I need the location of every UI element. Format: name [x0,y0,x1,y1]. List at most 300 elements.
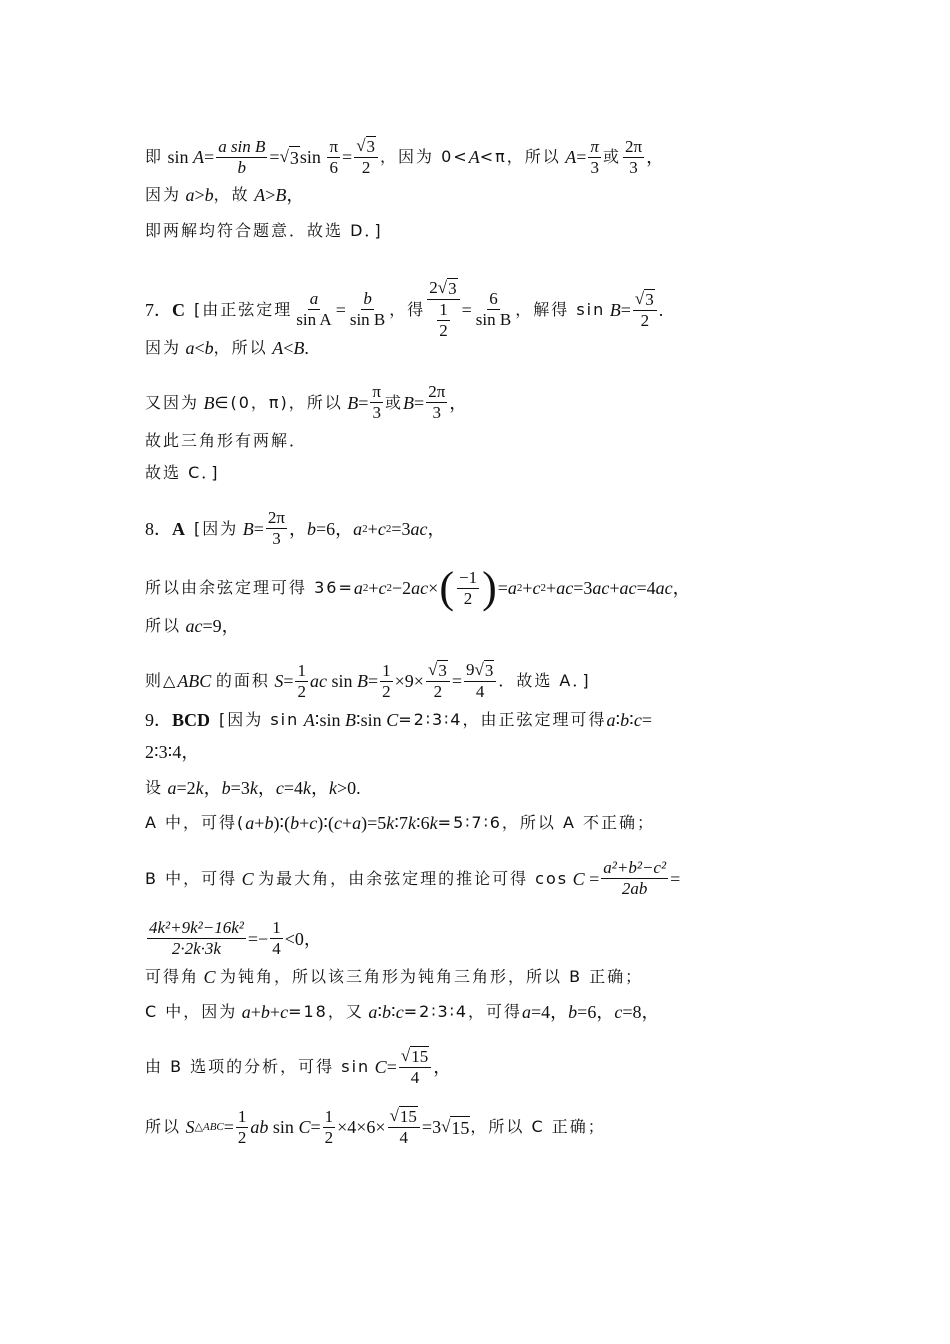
math-text: ， [433,1057,452,1077]
math-text: k [195,778,204,798]
math-text: 3 [372,403,381,422]
math-text: = [368,671,379,691]
math-text [354,136,378,158]
math-text: 2 [429,278,438,297]
math-text: C 中，因为 [145,1002,238,1021]
math-text: = [589,868,600,889]
math-text: > [265,185,276,205]
math-text: b [237,157,247,177]
math-text: sin B [475,310,512,329]
math-text: = [283,671,294,691]
math-text: k [429,813,438,833]
math-text [633,289,657,331]
math-text [601,858,668,899]
math-text: + [546,578,557,598]
math-text: 4 [399,1128,408,1147]
math-text: = [335,299,346,320]
math-text: 又因为 [145,392,200,412]
math-text: 由 B 选项的分析，可得 sin [145,1057,371,1076]
line-18 [145,918,322,959]
math-text: c [333,813,342,833]
math-text: ∶7 [394,813,408,833]
math-text: + [367,518,378,539]
math-text: =3 [391,518,411,539]
math-text: B [242,518,254,539]
math-text: ×9× [394,671,424,691]
math-text: =5∶7∶6，所以 A 不正确； [437,813,656,832]
math-text: c [633,710,642,730]
math-text: ac [410,518,428,539]
math-text: b [260,1002,270,1022]
math-text: B [203,392,215,413]
math-text [295,661,308,702]
var: A [565,147,577,167]
math-text: 故选 C．] [145,463,220,482]
math-text: ， [286,185,305,205]
math-text: 2π [428,382,446,401]
math-text: ( [439,563,454,612]
math-text: ac [619,578,637,598]
math-text: 3 [366,137,376,156]
math-text: k [328,778,337,798]
math-text: b [307,518,316,539]
math-text: 2π [267,508,285,527]
math-text: 所以 [145,616,182,635]
math-text [464,660,496,682]
math-text: c [275,778,284,798]
math-text: b [204,338,214,358]
math-text: sin [272,1117,294,1137]
math-text: B 中，可得 [145,868,238,888]
line-14 [145,741,199,763]
text: = [269,147,280,167]
math-text: ac [309,671,327,691]
math-text: c [395,1002,404,1022]
math-text: 2 [433,682,443,701]
math-text: 15 [451,1117,470,1138]
math-text: ∶ [377,1002,383,1022]
math-text: A [303,710,315,730]
math-text [348,289,387,330]
math-text: + [609,578,620,598]
math-text: BCD [172,710,211,730]
math-text: + [299,813,310,833]
math-text: 则△ [145,671,178,690]
math-text: ac [185,616,203,636]
math-text: B [344,710,356,730]
math-text: [因为 [194,518,239,538]
math-text: 即两解均符合题意．故选 D．] [145,221,383,240]
text: 即 [145,147,164,166]
math-text: S [185,1117,195,1137]
math-text: 2 [463,588,473,608]
math-text: b [264,813,274,833]
math-text: =4 [283,778,303,798]
math-text [427,278,459,341]
math-text [633,289,657,311]
math-text: c [378,578,387,598]
math-text: . [304,338,309,358]
math-text: 4 [410,1068,420,1087]
math-text [426,660,450,682]
math-text: k [386,813,395,833]
line-22 [145,1106,606,1148]
math-text: 2 [640,310,650,330]
math-text: =6， [316,518,354,539]
text: = [204,147,215,167]
math-text: )∶( [273,813,291,833]
fraction [327,137,340,178]
math-text: S [274,671,284,691]
math-text: 2 [516,582,523,594]
math-text: A 中，可得( [145,813,246,832]
math-text [388,1106,420,1148]
math-text: 4k²+9k²−16k² [149,918,244,937]
line-17 [145,858,680,899]
math-text [266,508,287,549]
math-text: √ [437,278,448,297]
math-text: = [620,299,631,320]
math-text: 因为 [145,338,182,357]
math-text: ×4×6× [337,1117,386,1137]
math-text: ， [310,778,329,798]
math-text: ， [427,518,446,539]
math-text: C [172,299,185,320]
math-text: = [223,1117,234,1137]
math-text: C [298,1117,311,1137]
math-text [426,382,447,423]
math-text: ∶sin [355,710,382,730]
math-text: a [353,518,363,539]
math-text: C [241,868,254,889]
math-text [380,661,393,702]
line-1 [145,136,664,178]
math-text: a [507,578,517,598]
math-text: ∶sin [314,710,341,730]
math-text: a sin B [218,136,266,156]
math-text: 2 [361,158,371,177]
math-text: a [245,813,255,833]
math-text [323,1107,336,1148]
math-text: a [309,289,319,308]
math-text: π [372,382,382,401]
math-text: 9． [145,710,172,730]
math-text: )=5 [361,813,387,833]
math-text: √ [389,1106,399,1125]
math-text: 3 [645,289,654,309]
math-text: =9， [202,616,240,636]
math-text: <0， [284,928,322,949]
math-text: ac [655,578,673,598]
fraction [623,137,644,178]
math-text: . [658,299,664,320]
line-2 [145,184,304,206]
math-text: =2∶3∶4，可得 [403,1002,523,1021]
math-text: c [309,813,318,833]
math-text: k [302,778,311,798]
math-text: a [185,338,195,358]
math-text: ．故选 A．] [498,671,591,690]
math-text: −2 [392,578,412,598]
math-text: + [368,578,379,598]
math-text: A [254,185,266,205]
math-text [236,1107,249,1148]
math-text: =2∶3∶4，由正弦定理可得 [398,710,607,729]
math-text: =2 [176,778,196,798]
line-12 [145,660,591,702]
math-text: ∶ [391,1002,396,1022]
math-text: =8， [622,1002,660,1022]
math-text: + [254,813,265,833]
math-text: 2 [540,582,547,594]
math-text: ab [250,1117,269,1137]
math-text: 6 [489,289,498,308]
math-text [399,1046,431,1088]
math-text: =4， [531,1002,569,1022]
math-text [294,289,333,330]
math-text: √ [400,1046,411,1065]
math-text: =3 [230,778,250,798]
math-text: C [374,1057,387,1077]
line-16 [145,812,655,834]
math-text: 2 [237,1127,247,1147]
math-text: π [329,136,339,156]
math-text: < [283,338,294,358]
line-9 [145,508,445,549]
math-text: )∶( [317,813,334,833]
fraction [588,137,601,178]
math-text: a [352,813,362,833]
math-text: >0. [336,778,361,798]
math-text: [因为 sin [219,710,300,729]
math-text: √ [279,146,289,166]
math-text: 3 [289,147,299,168]
math-text: b [620,710,630,730]
math-text: ， [203,778,222,798]
math-text: b [290,813,300,833]
math-text: ，得 [389,299,426,319]
text: <π，所以 [479,147,561,166]
line-19 [145,966,643,988]
math-text: a [167,778,177,798]
math-text [441,1116,470,1139]
math-text: 8． [145,518,172,539]
math-text: ac [411,578,429,598]
math-text: 为钝角，所以该三角形为钝角三角形，所以 B 正确； [220,967,644,986]
math-text: √ [474,660,484,679]
math-text: 所以 [145,1117,182,1136]
math-text: A [172,518,185,539]
math-text [438,278,458,299]
line-21 [145,1046,451,1088]
math-text: c [280,1002,289,1022]
math-text: 2π [624,136,643,156]
math-text: ， [257,778,276,798]
math-text [426,660,450,702]
math-text: [由正弦定理 [194,299,293,319]
line-4 [145,278,663,341]
math-text: c [377,518,386,539]
math-text: b [382,1002,392,1022]
math-text: = [461,299,472,320]
text: = [576,147,587,167]
math-text: 2 [297,681,306,701]
var: A [468,147,480,167]
math-text: 1 [297,660,306,680]
math-text: ∶ [615,710,621,730]
math-text [457,568,479,609]
math-text: 7． [145,299,172,320]
math-text: + [250,1002,261,1022]
math-text [147,918,246,959]
math-text: B [275,185,287,205]
math-text: + [269,1002,281,1022]
math-text: 1 [237,1106,247,1126]
math-text: 因为 [145,185,182,204]
math-text: + [341,813,353,833]
math-text: a [368,1002,378,1022]
line-3 [145,220,383,242]
line-7 [145,430,307,452]
math-text: √ [441,1116,451,1136]
var: A [193,147,205,167]
math-text: C [572,868,585,889]
math-text: =6， [577,1002,615,1022]
math-text: × [428,578,439,598]
math-text: = [253,518,264,539]
math-text: = [414,392,425,413]
math-text: √ [356,136,366,155]
math-text: 2 [362,522,368,535]
math-text: sin B [349,310,386,329]
math-text: a [185,185,195,205]
math-text: 15 [399,1107,417,1126]
math-text: √ [634,288,645,308]
math-text: 1 [382,660,391,680]
math-text: = [386,1057,397,1077]
math-text: ∶ [629,710,634,730]
text: ， [646,147,665,167]
math-text: b [363,289,372,308]
line-13 [145,709,652,731]
math-text: 4 [272,939,281,958]
math-text: b [204,185,214,205]
math-text: ABC [177,671,212,691]
text: = [342,147,353,167]
math-text: a [522,1002,532,1022]
text: sin [299,147,321,167]
math-text: A [272,338,284,358]
text: ，因为 0< [380,147,469,166]
math-text [399,1046,431,1068]
math-text: 故此三角形有两解． [145,431,308,450]
math-text: 2 [385,522,392,535]
math-text [427,278,459,300]
math-text: b [221,778,231,798]
line-8 [145,462,220,484]
math-text: 设 [145,778,164,797]
line-10 [145,563,691,612]
math-text: = [451,671,462,691]
math-text: 3 [629,157,638,177]
math-text: ∈(0，π)，所以 [214,392,343,412]
math-text: 2·2k·3k [171,939,221,958]
math-text: 2 [439,321,448,340]
math-text: 3 [432,403,441,422]
math-text: k [407,813,416,833]
math-text: 为最大角，由余弦定理的推论可得 cos [258,868,569,888]
math-text: 所以由余弦定理可得 36= [145,578,354,597]
math-text: C [203,967,216,987]
math-text: b [568,1002,578,1022]
math-text: 1 [272,918,281,937]
math-text: −1 [458,567,478,587]
math-text: 3 [484,661,494,680]
math-text: =3 [421,1117,442,1137]
math-text: = [641,710,653,730]
math-text: =− [247,928,269,949]
math-text [270,918,283,959]
math-text: ，解得 sin [515,299,606,319]
math-text: 6 [329,157,338,177]
math-text: 2 [324,1127,334,1147]
math-text: a [606,710,616,730]
math-text: ，所以 [213,338,268,357]
math-text: 2 [386,582,393,594]
math-text: √ [427,660,438,679]
math-text: =3 [573,578,593,598]
fraction [354,136,378,178]
math-text: < [194,338,205,358]
math-text: a²+b²−c² [603,858,667,877]
line-20 [145,1001,659,1023]
math-text: ， [672,578,691,598]
math-text: + [522,578,533,598]
math-text [464,660,496,702]
text: 或 [602,147,621,166]
line-5 [145,337,309,359]
math-text: sin [331,671,353,691]
math-text: ， [449,392,468,413]
math-text: 2ab [621,879,648,898]
math-text: c [532,578,541,598]
math-text: ，故 [213,185,250,204]
math-text: 3 [448,279,457,298]
line-6 [145,382,467,423]
math-text [474,289,513,330]
math-text [370,382,383,423]
math-text: π [590,136,599,156]
math-text: > [194,185,205,205]
math-text: ) [482,563,497,612]
math-text: ac [592,578,610,598]
math-text: △ABC [194,1121,224,1133]
math-text: 可得角 [145,967,200,986]
math-text [388,1106,420,1128]
math-text: sin A [296,310,332,329]
math-text: =18，又 [288,1002,364,1021]
math-text: ， [289,518,307,539]
math-text: = [310,1117,321,1137]
math-text: = [497,578,508,598]
math-text: C [386,710,399,730]
math-text: B [609,299,621,320]
math-text: 1 [439,300,448,319]
math-text: ，所以 C 正确； [470,1117,606,1136]
sqrt [280,146,300,169]
line-15 [145,777,361,799]
math-text: 2 [362,582,369,594]
